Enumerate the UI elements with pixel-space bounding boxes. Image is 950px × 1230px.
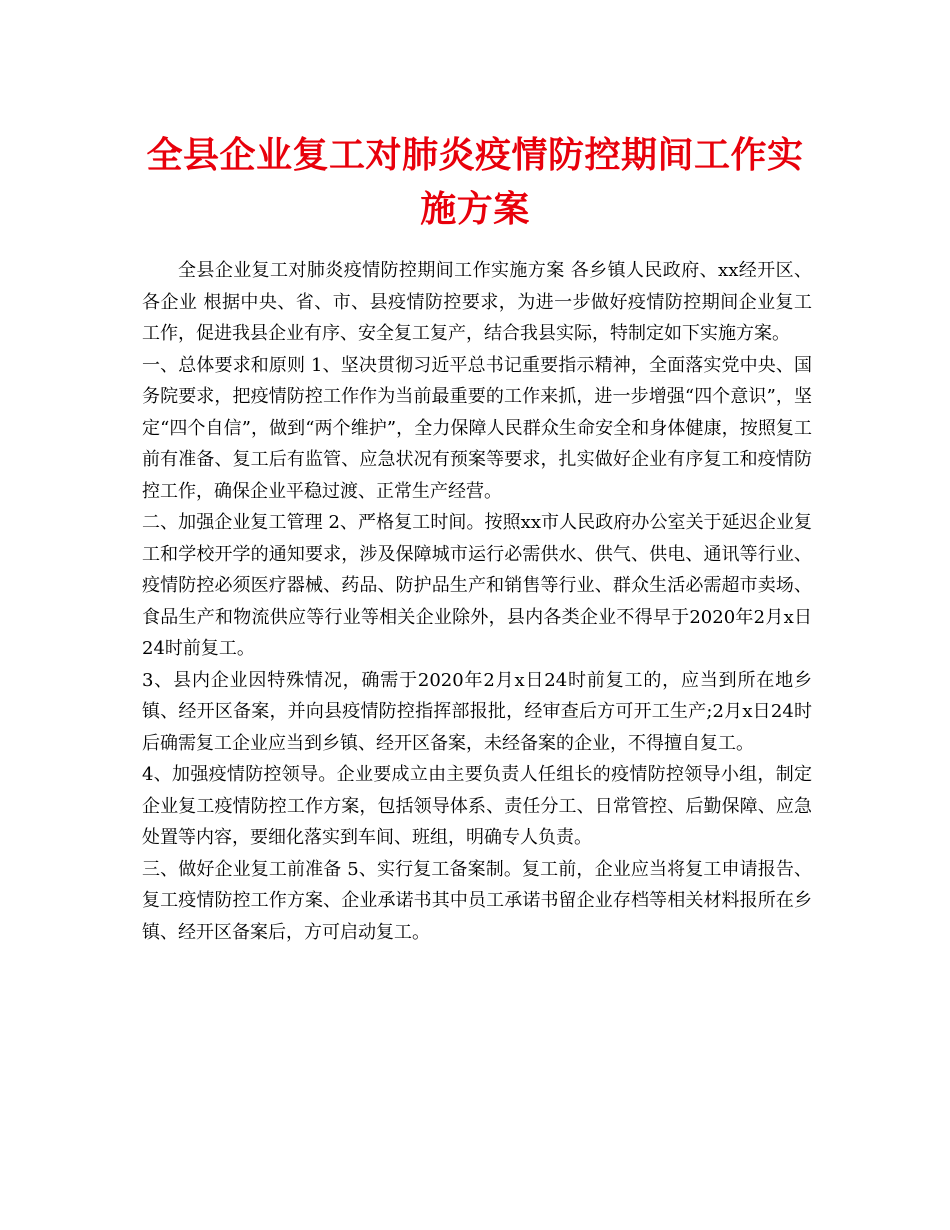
paragraph-intro: 全县企业复工对肺炎疫情防控期间工作实施方案 各乡镇人民政府、xx经开区、各企业 根据中央、省、市、县疫情防控要求，为进一步做好疫情防控期间企业复工工作，促进我县企业有序、安全复工复产，结合我县实际，特制定如下实施方案。	[142, 260, 812, 344]
document-title: 全县企业复工对肺炎疫情防控期间工作实施方案	[146, 134, 804, 230]
paragraph-item-3: 3、县内企业因特殊情况，确需于2020年2月x日24时前复工的，应当到所在地乡镇、经开区备案，并向县疫情防控指挥部报批，经审查后方可开工生产;2月x日24时后确需复工企业应当到乡镇、经开区备案，未经备案的企业，不得擅自复工。	[142, 669, 812, 754]
document-body	[142, 255, 812, 948]
paragraph-section-2: 二、加强企业复工管理 2、严格复工时间。按照xx市人民政府办公室关于延迟企业复工和学校开学的通知要求，涉及保障城市运行必需供水、供气、供电、通讯等行业、疫情防控必须医疗器械、药品、防护品生产和销售等行业、群众生活必需超市卖场、食品生产和物流供应等行业等相关企业除外，县内各类企业不得早于2020年2月x日24时前复工。	[142, 512, 812, 659]
paragraph-item-4: 4、加强疫情防控领导。企业要成立由主要负责人任组长的疫情防控领导小组，制定企业复工疫情防控工作方案，包括领导体系、责任分工、日常管控、后勤保障、应急处置等内容，要细化落实到车间、班组，明确专人负责。	[142, 764, 812, 848]
paragraph-section-1: 一、总体要求和原则 1、坚决贯彻习近平总书记重要指示精神，全面落实党中央、国务院要求，把疫情防控工作作为当前最重要的工作来抓，进一步增强“四个意识”，坚定“四个自信”，做到“两个维护”，全力保障人民群众生命安全和身体健康，按照复工前有准备、复工后有监管、应急状况有预案等要求，扎实做好企业有序复工和疫情防控工作，确保企业平稳过渡、正常生产经营。	[142, 354, 812, 502]
paragraph-section-3: 三、做好企业复工前准备 5、实行复工备案制。复工前，企业应当将复工申请报告、复工疫情防控工作方案、企业承诺书其中员工承诺书留企业存档等相关材料报所在乡镇、经开区备案后，方可启动复工。	[142, 858, 812, 943]
